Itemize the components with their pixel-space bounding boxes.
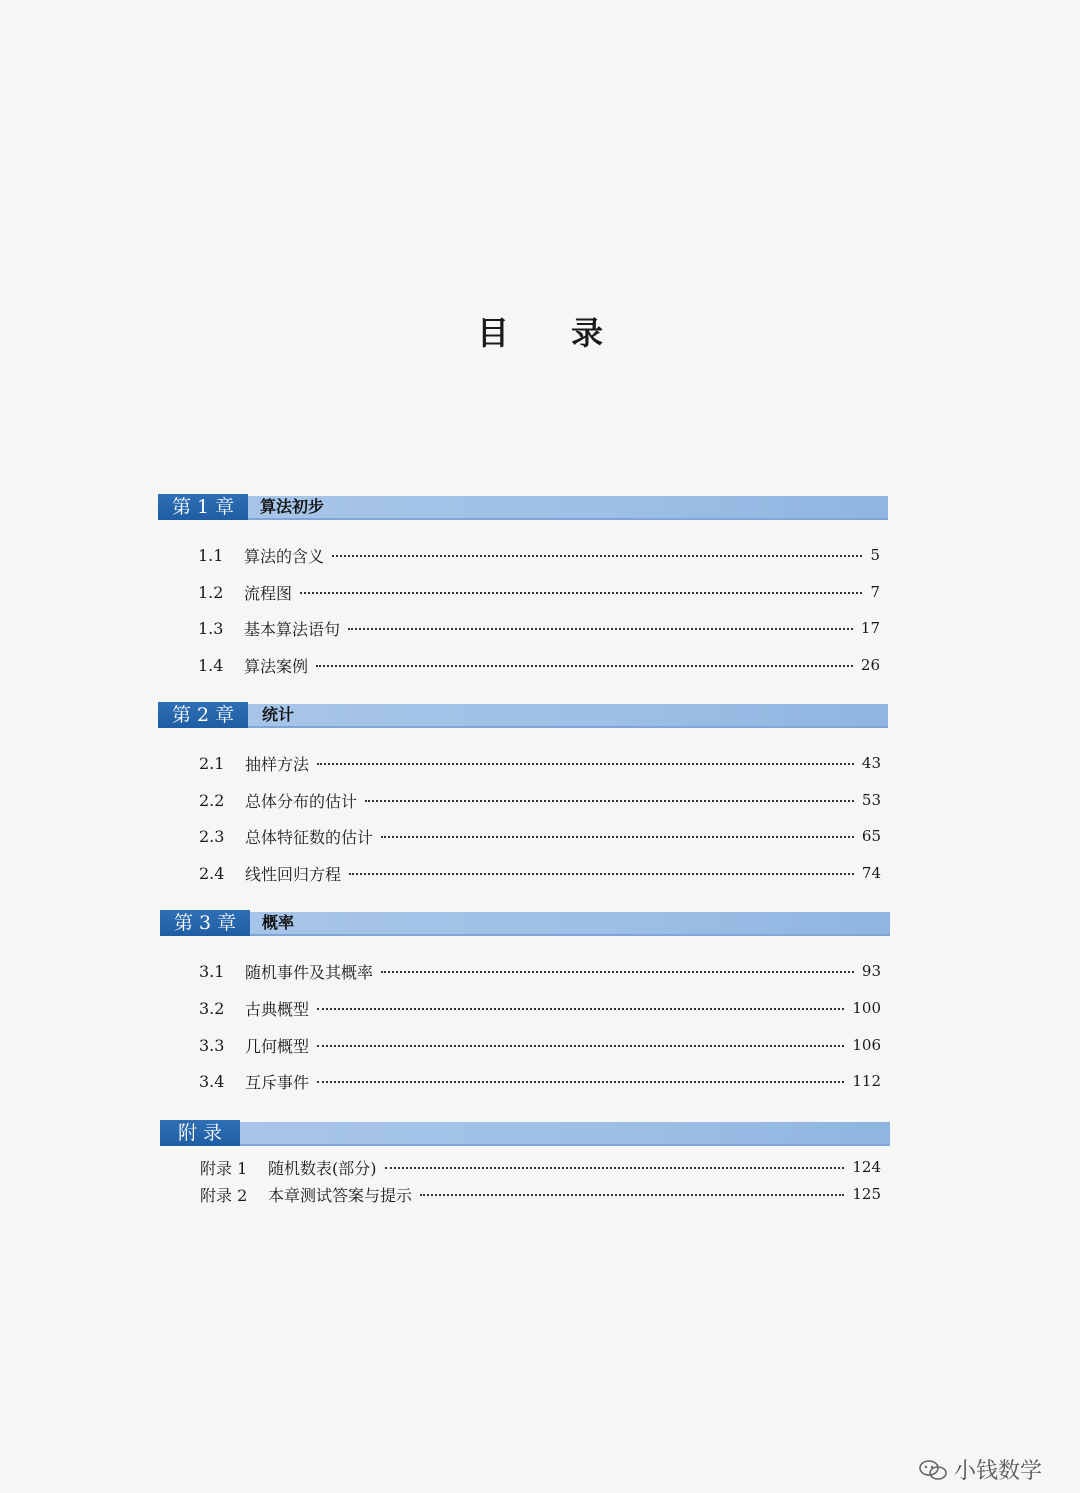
chapter-name: 概率 [262, 913, 295, 932]
leader-dots [316, 665, 853, 667]
toc-entry-2-4[interactable] [199, 862, 881, 884]
entry-label: 本章测试答案与提示 [268, 1185, 413, 1205]
leader-dots [348, 628, 853, 630]
entry-page: 125 [852, 1185, 881, 1203]
entry-label: 几何概型 [245, 1036, 310, 1056]
toc-entry-3-3[interactable] [199, 1034, 881, 1056]
appendix-header [160, 1120, 890, 1146]
leader-dots [381, 971, 854, 973]
toc-entry-appendix-1[interactable] [200, 1156, 881, 1178]
entry-number: 附录 1 [200, 1158, 248, 1178]
entry-number: 3.2 [199, 998, 225, 1018]
toc-entry-1-2[interactable] [198, 581, 880, 603]
entry-label: 互斥事件 [245, 1072, 310, 1092]
toc-entry-3-2[interactable] [199, 997, 881, 1019]
toc-entry-1-3[interactable] [198, 617, 880, 639]
title-part-2: 录 [571, 314, 604, 352]
toc-entry-3-1[interactable] [199, 960, 881, 982]
chapter-tag: 第 2 章 [158, 702, 248, 728]
entry-page: 43 [861, 754, 881, 772]
entry-page: 53 [861, 791, 881, 809]
chapter-name: 算法初步 [260, 497, 325, 516]
entry-number: 3.3 [199, 1035, 225, 1055]
entry-page: 17 [860, 619, 880, 637]
chapter-name: 统计 [262, 705, 295, 724]
entry-number: 1.2 [198, 582, 224, 602]
entry-page: 93 [861, 962, 881, 980]
entry-number: 2.2 [199, 790, 225, 810]
entry-number: 2.1 [199, 753, 225, 773]
leader-dots [365, 800, 854, 802]
chapter-3-header [160, 910, 890, 936]
toc-entry-2-1[interactable] [199, 752, 881, 774]
entry-page: 124 [852, 1158, 881, 1176]
chapter-1-header [158, 494, 888, 520]
chapter-tag: 第 1 章 [158, 494, 248, 520]
entry-label: 算法案例 [244, 656, 309, 676]
leader-dots [317, 1008, 844, 1010]
entry-number: 附录 2 [200, 1185, 248, 1205]
entry-number: 3.1 [199, 961, 225, 981]
leader-dots [385, 1167, 845, 1169]
leader-dots [317, 1081, 844, 1083]
entry-label: 算法的含义 [244, 546, 325, 566]
entry-number: 3.4 [199, 1071, 225, 1091]
entry-number: 2.3 [199, 826, 225, 846]
leader-dots [381, 836, 854, 838]
page-title [0, 308, 1080, 354]
wechat-icon [918, 1459, 948, 1481]
entry-label: 总体特征数的估计 [245, 827, 374, 847]
entry-page: 5 [870, 546, 880, 564]
entry-page: 106 [852, 1036, 881, 1054]
entry-number: 1.3 [198, 618, 224, 638]
chapter-2-header [158, 702, 888, 728]
leader-dots [317, 1045, 844, 1047]
entry-page: 74 [861, 864, 881, 882]
entry-label: 随机数表(部分) [268, 1158, 377, 1178]
toc-entry-1-1[interactable] [198, 544, 880, 566]
appendix-tag: 附 录 [160, 1120, 240, 1146]
entry-label: 总体分布的估计 [245, 791, 358, 811]
leader-dots [332, 555, 862, 557]
entry-page: 100 [852, 999, 881, 1017]
leader-dots [300, 592, 862, 594]
leader-dots [317, 763, 854, 765]
entry-number: 1.4 [198, 655, 224, 675]
entry-label: 随机事件及其概率 [245, 962, 374, 982]
toc-entry-2-3[interactable] [199, 825, 881, 847]
entry-number: 1.1 [198, 545, 224, 565]
toc-entry-2-2[interactable] [199, 789, 881, 811]
chapter-tag: 第 3 章 [160, 910, 250, 936]
watermark [918, 1454, 1042, 1485]
entry-label: 基本算法语句 [244, 619, 341, 639]
entry-number: 2.4 [199, 863, 225, 883]
entry-label: 线性回归方程 [245, 864, 342, 884]
leader-dots [420, 1194, 844, 1196]
entry-label: 古典概型 [245, 999, 310, 1019]
entry-page: 112 [852, 1072, 881, 1090]
entry-page: 26 [860, 656, 880, 674]
title-part-1: 目 [476, 314, 509, 352]
watermark-text: 小钱数学 [953, 1459, 1042, 1484]
leader-dots [349, 873, 854, 875]
entry-label: 抽样方法 [245, 754, 310, 774]
entry-page: 65 [861, 827, 881, 845]
toc-entry-appendix-2[interactable] [200, 1183, 881, 1205]
toc-entry-1-4[interactable] [198, 654, 880, 676]
entry-page: 7 [870, 583, 880, 601]
entry-label: 流程图 [244, 583, 293, 603]
toc-entry-3-4[interactable] [199, 1070, 881, 1092]
